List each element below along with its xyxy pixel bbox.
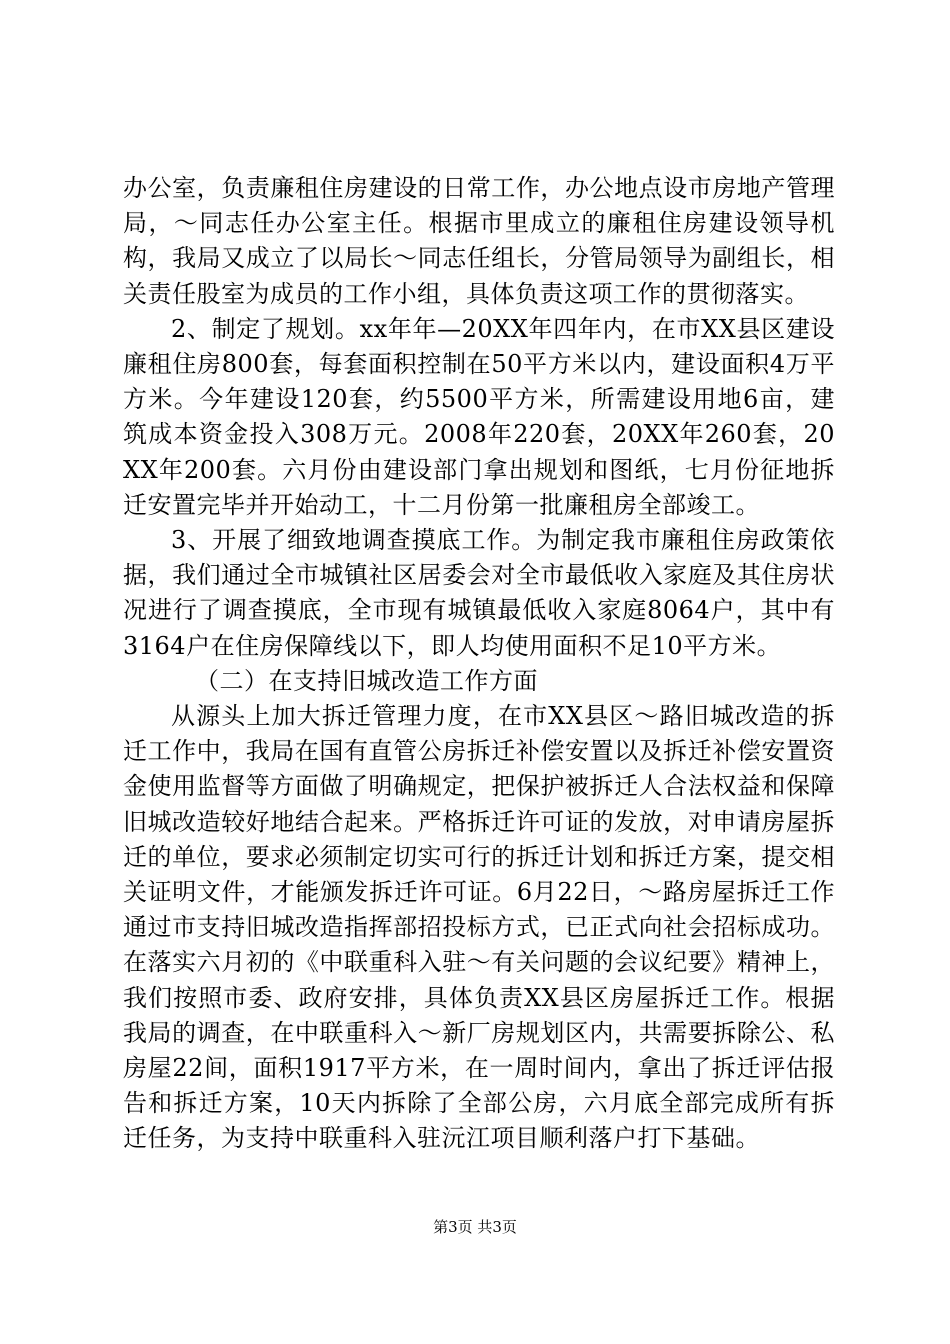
- document-body: [123, 171, 835, 1157]
- paragraph-planning: 2、制定了规划。xx年年—20XX年四年内，在市XX县区建设廉租住房800套，每套面积控制在50平方米以内，建设面积4万平方米。今年建设120套，约5500平方米，所需建设用地6亩，建筑成本资金投入308万元。2008年220套，20XX年260套，20XX年200套。六月份由建设部门拿出规划和图纸，七月份征地拆迁安置完毕并开始动工，十二月份第一批廉租房全部竣工。: [123, 314, 835, 519]
- page-footer: 第3页 共3页: [433, 1218, 517, 1236]
- paragraph-demolition-management: 从源头上加大拆迁管理力度，在市XX县区～路旧城改造的拆迁工作中，我局在国有直管公房拆迁补偿安置以及拆迁补偿安置资金使用监督等方面做了明确规定，把保护被拆迁人合法权益和保障旧城改造较好地结合起来。严格拆迁许可证的发放，对申请房屋拆迁的单位，要求必须制定切实可行的拆迁计划和拆迁方案，提交相关证明文件，才能颁发拆迁许可证。6月22日，～路房屋拆迁工作通过市支持旧城改造指挥部招投标方式，已正式向社会招标成功。在落实六月初的《中联重科入驻～有关问题的会议纪要》精神上，我们按照市委、政府安排，具体负责XX县区房屋拆迁工作。根据我局的调查，在中联重科入～新厂房规划区内，共需要拆除公、私房屋22间，面积1917平方米，在一周时间内，拿出了拆迁评估报告和拆迁方案，10天内拆除了全部公房，六月底全部完成所有拆迁任务，为支持中联重科入驻沅江项目顺利落户打下基础。: [123, 702, 835, 1153]
- section-heading-old-city-renovation: （二）在支持旧城改造工作方面: [195, 666, 538, 695]
- paragraph-office-setup: 办公室，负责廉租住房建设的日常工作，办公地点设市房地产管理局，～同志任办公室主任。根据市里成立的廉租住房建设领导机构，我局又成立了以局长～同志任组长，分管局领导为副组长，相关责任股室为成员的工作小组，具体负责这项工作的贯彻落实。: [123, 174, 835, 308]
- paragraph-survey: 3、开展了细致地调查摸底工作。为制定我市廉租住房政策依据，我们通过全市城镇社区居委会对全市最低收入家庭及其住房状况进行了调查摸底，全市现有城镇最低收入家庭8064户，其中有3164户在住房保障线以下，即人均使用面积不足10平方米。: [123, 526, 835, 660]
